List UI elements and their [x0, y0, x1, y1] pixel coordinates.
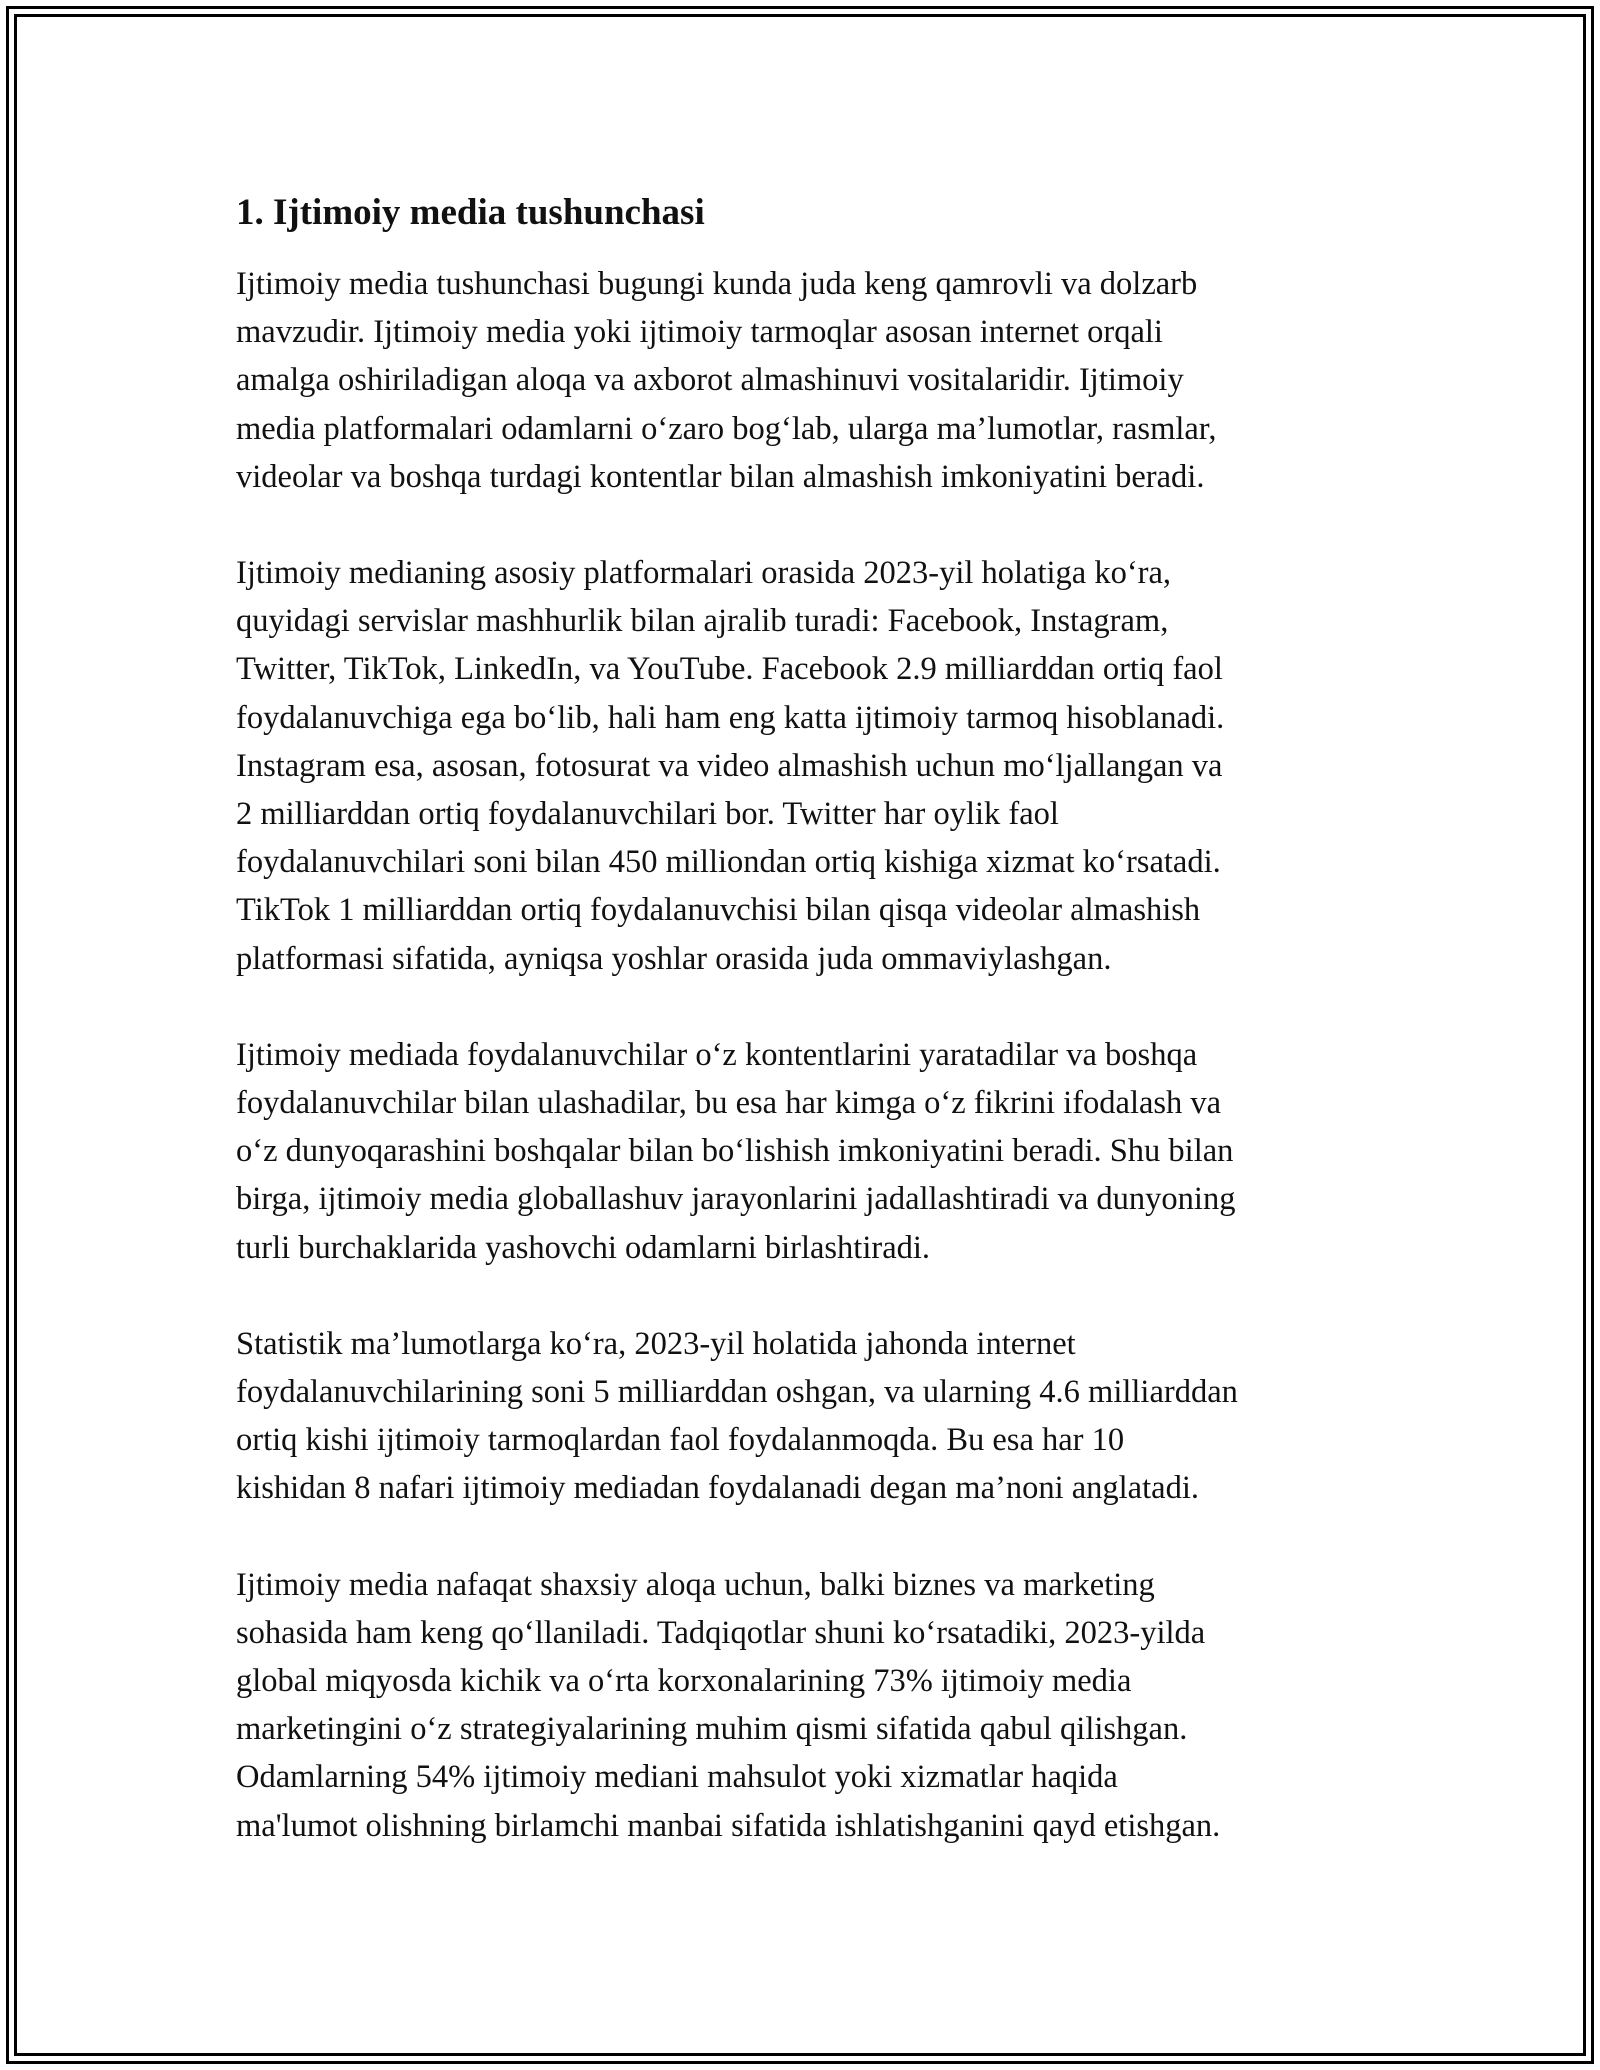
text-line: turli burchaklarida yashovchi odamlarni birlashtiradi. — [236, 1229, 931, 1266]
text-line: Ijtimoiy media nafaqat shaxsiy aloqa uchun, balki biznes va marketing — [236, 1566, 1155, 1603]
text-line: foydalanuvchiga ega bo‘lib, hali ham eng katta ijtimoiy tarmoq hisoblanadi. — [236, 699, 1225, 736]
text-line: media platformalari odamlarni o‘zaro bog‘lab, ularga ma’lumotlar, rasmlar, — [236, 410, 1217, 447]
text-line: 2 milliarddan ortiq foydalanuvchilari bor. Twitter har oylik faol — [236, 796, 1059, 833]
text-line: mavzudir. Ijtimoiy media yoki ijtimoiy tarmoqlar asosan internet orqali — [236, 314, 1163, 351]
text-line: quyidagi servislar mashhurlik bilan ajralib turadi: Facebook, Instagram, — [236, 603, 1169, 640]
text-line: Instagram esa, asosan, fotosurat va video almashish uchun mo‘ljallangan va — [236, 747, 1223, 784]
text-line: o‘z dunyoqarashini boshqalar bilan bo‘lishish imkoniyatini beradi. Shu bilan — [236, 1133, 1234, 1170]
text-line: videolar va boshqa turdagi kontentlar bilan almashish imkoniyatini beradi. — [236, 458, 1205, 495]
text-line: platformasi sifatida, ayniqsa yoshlar orasida juda ommaviylashgan. — [236, 940, 1112, 977]
text-line: kishidan 8 nafari ijtimoiy mediadan foydalanadi degan ma’noni anglatadi. — [236, 1470, 1199, 1507]
text-line: global miqyosda kichik va o‘rta korxonalarining 73% ijtimoiy media — [236, 1663, 1132, 1700]
paragraph-3 — [236, 1031, 1386, 1272]
text-line: amalga oshiriladigan aloqa va axborot almashinuvi vositalaridir. Ijtimoiy — [236, 362, 1184, 399]
text-line: foydalanuvchilarining soni 5 milliarddan oshgan, va ularning 4.6 milliarddan — [236, 1374, 1238, 1411]
text-line: ma'lumot olishning birlamchi manbai sifatida ishlatishganini qayd etishgan. — [236, 1807, 1221, 1844]
text-line: Odamlarning 54% ijtimoiy mediani mahsulot yoki xizmatlar haqida — [236, 1759, 1118, 1796]
paragraph-4 — [236, 1320, 1386, 1513]
paragraph-1 — [236, 260, 1386, 501]
text-line: TikTok 1 milliarddan ortiq foydalanuvchisi bilan qisqa videolar almashish — [236, 892, 1201, 929]
paragraph-5 — [236, 1561, 1386, 1850]
text-line: Ijtimoiy media tushunchasi bugungi kunda juda keng qamrovli va dolzarb — [236, 266, 1198, 302]
text-line: foydalanuvchilari soni bilan 450 milliondan ortiq kishiga xizmat ko‘rsatadi. — [236, 844, 1221, 881]
text-line: sohasida ham keng qo‘llaniladi. Tadqiqotlar shuni ko‘rsatadiki, 2023-yilda — [236, 1614, 1206, 1651]
text-line: Ijtimoiy medianing asosiy platformalari orasida 2023-yil holatiga ko‘ra, — [236, 555, 1172, 592]
section-heading: 1. Ijtimoiy media tushunchasi — [236, 192, 705, 233]
text-line: Twitter, TikTok, LinkedIn, va YouTube. Facebook 2.9 milliarddan ortiq faol — [236, 651, 1223, 688]
text-line: marketingini o‘z strategiyalarining muhim qismi sifatida qabul qilishgan. — [236, 1711, 1188, 1748]
document-body — [236, 186, 1386, 1898]
paragraph-2 — [236, 549, 1386, 983]
text-line: ortiq kishi ijtimoiy tarmoqlardan faol foydalanmoqda. Bu esa har 10 — [236, 1422, 1125, 1459]
text-line: foydalanuvchilar bilan ulashadilar, bu esa har kimga o‘z fikrini ifodalash va — [236, 1085, 1222, 1122]
text-line: Statistik ma’lumotlarga ko‘ra, 2023-yil holatida jahonda internet — [236, 1325, 1076, 1362]
text-line: birga, ijtimoiy media globallashuv jarayonlarini jadallashtiradi va dunyoning — [236, 1181, 1236, 1218]
text-line: Ijtimoiy mediada foydalanuvchilar o‘z kontentlarini yaratadilar va boshqa — [236, 1036, 1198, 1073]
